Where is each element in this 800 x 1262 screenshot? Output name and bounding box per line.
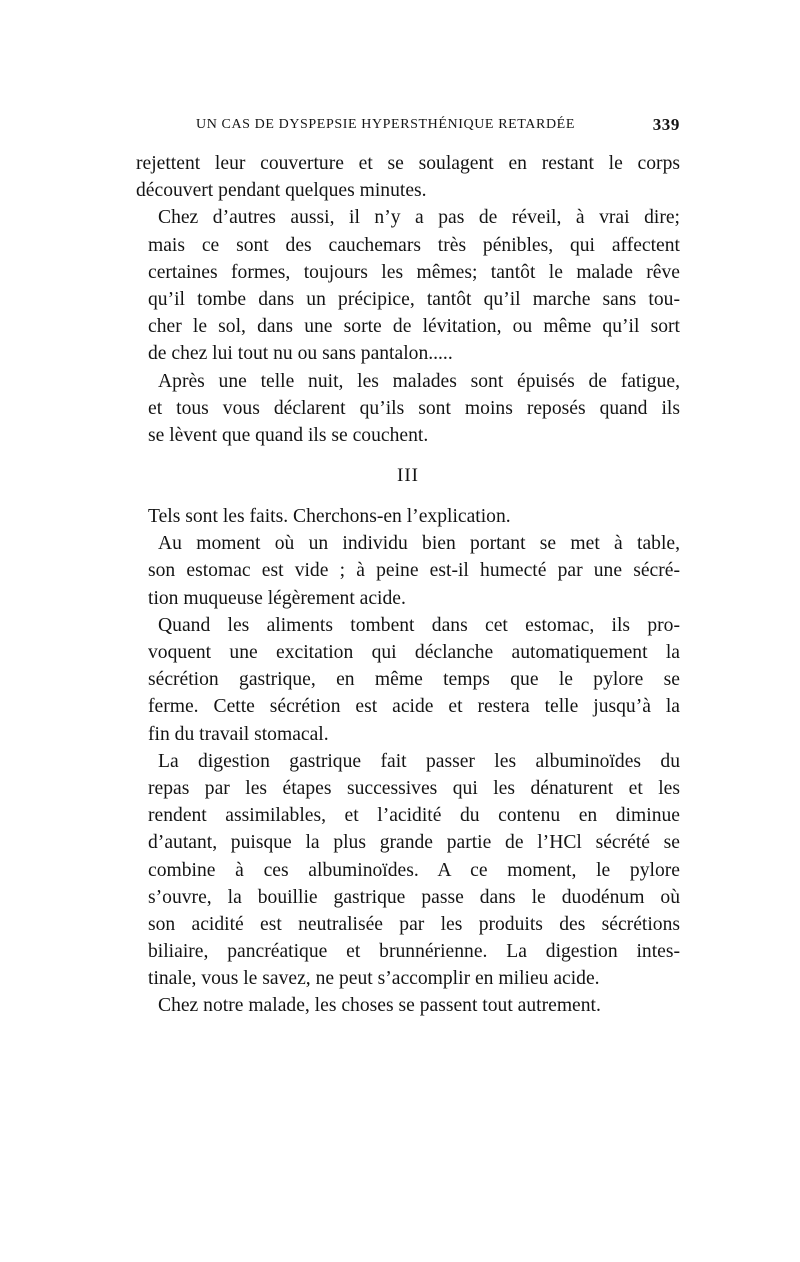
- text-line: fin du travail stomacal.: [148, 723, 329, 745]
- text-line: son estomac est vide ; à peine est-il humecté par une sécré-: [148, 560, 680, 582]
- text-line: combine à ces albuminoïdes. A ce moment, le pylore: [148, 859, 680, 881]
- text-line: tinale, vous le savez, ne peut s’accomplir en milieu acide.: [148, 968, 600, 990]
- text-line: rejettent leur couverture et se soulagent en restant le corps: [136, 153, 680, 174]
- paragraph: [136, 612, 680, 748]
- text-line: son acidité est neutralisée par les produits des sécrétions: [148, 913, 680, 935]
- text-line: certaines formes, toujours les mêmes; tantôt le malade rêve: [148, 261, 680, 283]
- text-line: découvert pendant quelques minutes.: [136, 180, 427, 202]
- text-line: Tels sont les faits. Cherchons-en l’explication.: [148, 506, 511, 528]
- running-head-title: UN CAS DE DYSPEPSIE HYPERSTHÉNIQUE RETARDÉE: [196, 117, 575, 132]
- text-line: d’autant, puisque la plus grande partie de l’HCl sécrété se: [148, 832, 680, 854]
- text-line: et tous vous déclarent qu’ils sont moins reposés quand ils: [148, 397, 680, 419]
- text-line: mais ce sont des cauchemars très pénibles, qui affectent: [148, 234, 680, 256]
- text-line: voquent une excitation qui déclanche automatiquement la: [148, 642, 680, 663]
- paragraph: [136, 150, 680, 204]
- text-line: s’ouvre, la bouillie gastrique passe dans le duodénum où: [148, 886, 680, 908]
- paragraph: [136, 204, 680, 367]
- text-line: cher le sol, dans une sorte de lévitation, ou même qu’il sort: [148, 316, 680, 338]
- text-line: qu’il tombe dans un précipice, tantôt qu’il marche sans tou-: [148, 288, 680, 310]
- text-line: repas par les étapes successives qui les dénaturent et les: [148, 777, 680, 799]
- paragraph: [136, 530, 680, 612]
- text-line: de chez lui tout nu ou sans pantalon.....: [148, 343, 453, 365]
- text-line: Chez d’autres aussi, il n’y a pas de réveil, à vrai dire;: [158, 207, 680, 229]
- text-line: Quand les aliments tombent dans cet estomac, ils pro-: [158, 614, 680, 636]
- text-line: Chez notre malade, les choses se passent tout autrement.: [158, 995, 601, 1017]
- text-line: biliaire, pancréatique et brunnérienne. La digestion intes-: [148, 941, 680, 963]
- text-line: se lèvent que quand ils se couchent.: [148, 424, 429, 446]
- text-line: Après une telle nuit, les malades sont épuisés de fatigue,: [158, 370, 680, 392]
- paragraph: [136, 992, 680, 1019]
- text-line: sécrétion gastrique, en même temps que le pylore se: [148, 669, 680, 691]
- text-line: ferme. Cette sécrétion est acide et restera telle jusqu’à la: [148, 696, 680, 718]
- section-heading: III: [397, 465, 419, 487]
- body-text: [136, 150, 680, 1020]
- paragraph: [136, 503, 680, 530]
- text-line: La digestion gastrique fait passer les albuminoïdes du: [158, 750, 680, 772]
- paragraph: [136, 368, 680, 450]
- text-line: rendent assimilables, et l’acidité du contenu en diminue: [148, 805, 680, 827]
- text-line: Au moment où un individu bien portant se met à table,: [158, 533, 680, 555]
- paragraph: [136, 748, 680, 993]
- running-head: [136, 112, 680, 138]
- text-line: tion muqueuse légèrement acide.: [148, 587, 406, 609]
- page-number: 339: [652, 115, 680, 134]
